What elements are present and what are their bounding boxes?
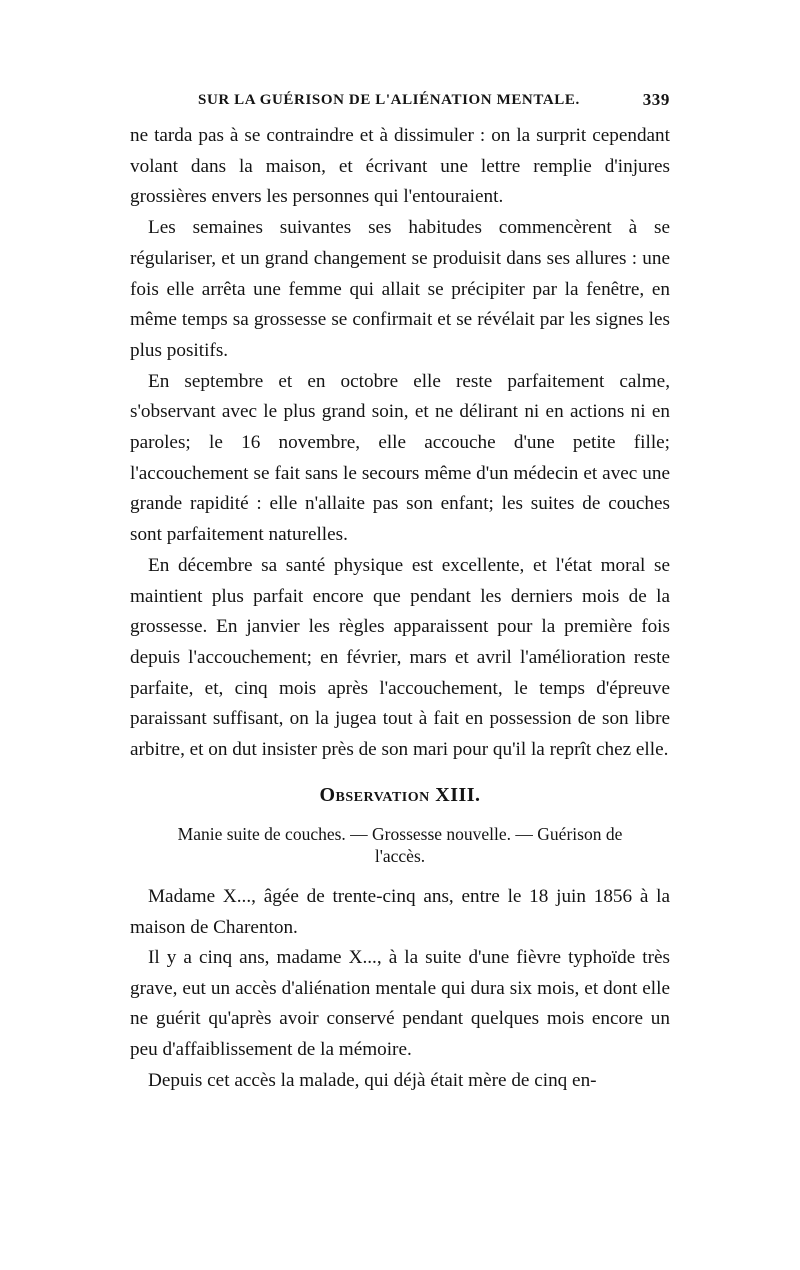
paragraph: En septembre et en octobre elle reste parfaitement calme, s'observant avec le plus grand soin, et ne délirant ni en actions ni en paroles; le 16 novembre, elle accouche d'une petite fille; l'accouchement se fait sans le secours même d'un médecin et avec une grande rapidité : elle n'allaite pas son enfant; les suites de couches sont parfaitement naturelles. [130, 370, 670, 546]
observation-subtitle: Manie suite de couches. — Grossesse nouvelle. — Guérison de l'accès. [177, 824, 623, 866]
paragraph-continuation: ne tarda pas à se contraindre et à dissimuler : on la surprit cependant volant dans la maison, et écrivant une lettre remplie d'injures grossières envers les personnes qui l'entouraient. [130, 125, 670, 208]
paragraph: Les semaines suivantes ses habitudes commencèrent à se régulariser, et un grand changement se produisit dans ses allures : une fois elle arrêta une femme qui allait se précipiter par la fenêtre, en même temps sa grossesse se confirmait et se révélait par les signes les plus positifs. [130, 217, 670, 361]
page-number: 339 [642, 90, 670, 109]
case-text [130, 882, 670, 1096]
paragraph: Madame X..., âgée de trente-cinq ans, entre le 18 juin 1856 à la maison de Charenton. [130, 886, 670, 938]
paragraph: En décembre sa santé physique est excellente, et l'état moral se maintient plus parfait encore que pendant les derniers mois de la grossesse. En janvier les règles apparaissent pour la première fois depuis l'accouchement; en février, mars et avril l'amélioration reste parfaite, et, cinq mois après l'accouchement, le temps d'épreuve paraissant suffisant, on la jugea tout à fait en possession de son libre arbitre, et on dut insister près de son mari pour qu'il la reprît chez elle. [130, 554, 670, 761]
running-title: SUR LA GUÉRISON DE L'ALIÉNATION MENTALE. [198, 92, 580, 108]
paragraph: Depuis cet accès la malade, qui déjà était mère de cinq en- [148, 1069, 597, 1091]
main-text [130, 121, 670, 766]
observation-heading: Observation XIII. [319, 784, 481, 806]
running-header [130, 90, 670, 116]
paragraph: Il y a cinq ans, madame X..., à la suite d'une fièvre typhoïde très grave, eut un accès d'aliénation mentale qui dura six mois, et dont elle ne guérit qu'après avoir conservé pendant quelques mois encore un peu d'affaiblissement de la mémoire. [130, 947, 670, 1060]
